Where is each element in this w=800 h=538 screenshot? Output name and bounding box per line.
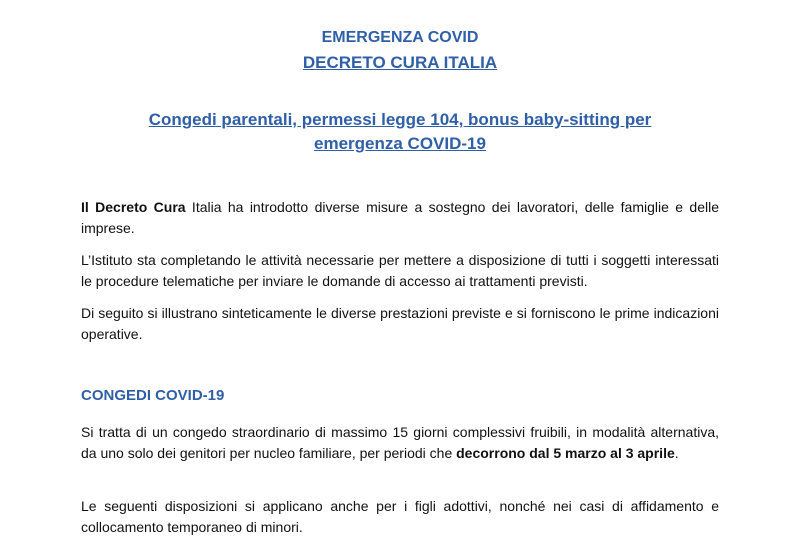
intro-bold-lead: Il Decreto Cura [81, 199, 186, 215]
intro-paragraph-3: Di seguito si illustrano sinteticamente le diverse prestazioni previste e si forniscono le prime indicazioni operative. [81, 305, 719, 342]
section-paragraph-1 [81, 422, 719, 464]
intro-paragraph-1-text: Italia ha introdotto diverse misure a sostegno dei lavoratori, delle famiglie e delle imprese. [81, 199, 719, 236]
document-kicker: EMERGENZA COVID [321, 29, 479, 46]
section-title: CONGEDI COVID-19 [81, 387, 225, 404]
section-paragraph-1-text: Si tratta di un congedo straordinario di massimo 15 giorni complessivi fruibili, in modalità alternativa, da uno solo dei genitori per nucleo familiare, per periodi che [81, 424, 719, 461]
intro-paragraph-1 [81, 197, 719, 239]
intro-paragraph-2: L’Istituto sta completando le attività necessarie per mettere a disposizione di tutti i soggetti interessati le procedure telematiche per inviare le domande di accesso ai trattamenti previsti. [81, 252, 719, 289]
subtitle-line-2: emergenza COVID-19 [314, 134, 486, 153]
document-title: DECRETO CURA ITALIA [302, 53, 498, 72]
document-subtitle [0, 108, 800, 156]
section-paragraph-1-end: . [674, 445, 679, 461]
section-paragraph-1-bold: decorrono dal 5 marzo al 3 aprile [456, 445, 675, 461]
section-paragraph-2: Le seguenti disposizioni si applicano anche per i figli adottivi, nonché nei casi di affidamento e collocamento temporaneo di minori. [81, 498, 719, 535]
subtitle-line-1: Congedi parentali, permessi legge 104, bonus baby-sitting per [148, 110, 652, 129]
